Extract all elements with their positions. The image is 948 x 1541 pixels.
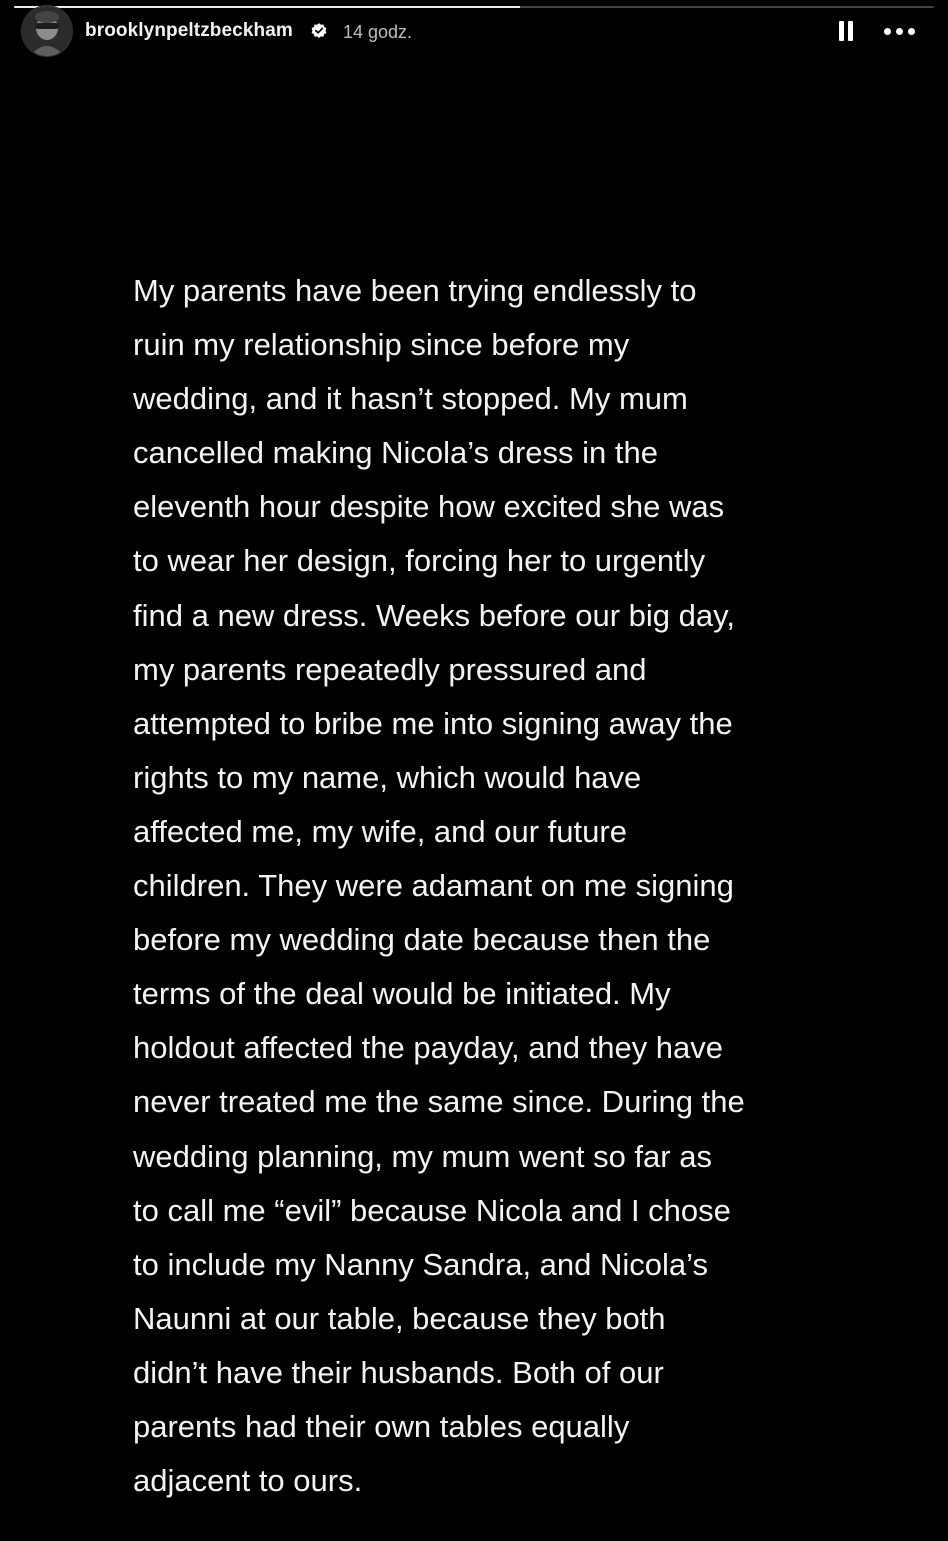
text-line: didn’t have their husbands. Both of our (133, 1354, 664, 1390)
story-time-ago: 14 godz. (343, 22, 413, 42)
profile-photo-icon (22, 6, 72, 56)
more-options-icon (884, 28, 891, 35)
story-text (133, 264, 893, 1508)
verified-badge-icon (310, 22, 328, 40)
text-line: ruin my relationship since before my (133, 327, 630, 363)
text-line: attempted to bribe me into signing away the (133, 705, 733, 741)
text-line: to include my Nanny Sandra, and Nicola’s (133, 1246, 708, 1282)
text-line: wedding, and it hasn’t stopped. My mum (133, 381, 688, 417)
text-line: adjacent to ours. (133, 1463, 363, 1499)
text-line: never treated me the same since. During the (133, 1084, 745, 1120)
text-line: find a new dress. Weeks before our big day, (133, 597, 735, 633)
text-line: holdout affected the payday, and they have (133, 1030, 724, 1066)
text-line: parents had their own tables equally (133, 1408, 630, 1444)
story-header (0, 0, 948, 64)
more-options-button[interactable] (880, 17, 920, 45)
text-line: Naunni at our table, because they both (133, 1300, 666, 1336)
text-line: children. They were adamant on me signing (133, 868, 734, 904)
text-line: my parents repeatedly pressured and (133, 651, 647, 687)
text-line: before my wedding date because then the (133, 922, 711, 958)
text-line: terms of the deal would be initiated. My (133, 976, 671, 1012)
text-line: My parents have been trying endlessly to (133, 273, 697, 308)
text-line: wedding planning, my mum went so far as (133, 1138, 712, 1174)
text-line: affected me, my wife, and our future (133, 813, 627, 849)
username[interactable]: brooklynpeltzbeckham (85, 20, 293, 41)
text-line: to wear her design, forcing her to urgently (133, 543, 706, 579)
text-line: rights to my name, which would have (133, 759, 642, 795)
text-line: cancelled making Nicola’s dress in the (133, 435, 658, 471)
text-line: eleventh hour despite how excited she was (133, 489, 725, 525)
avatar[interactable] (22, 6, 72, 56)
pause-button[interactable] (832, 17, 860, 45)
text-line: to call me “evil” because Nicola and I chose (133, 1192, 731, 1228)
pause-icon (839, 21, 844, 41)
